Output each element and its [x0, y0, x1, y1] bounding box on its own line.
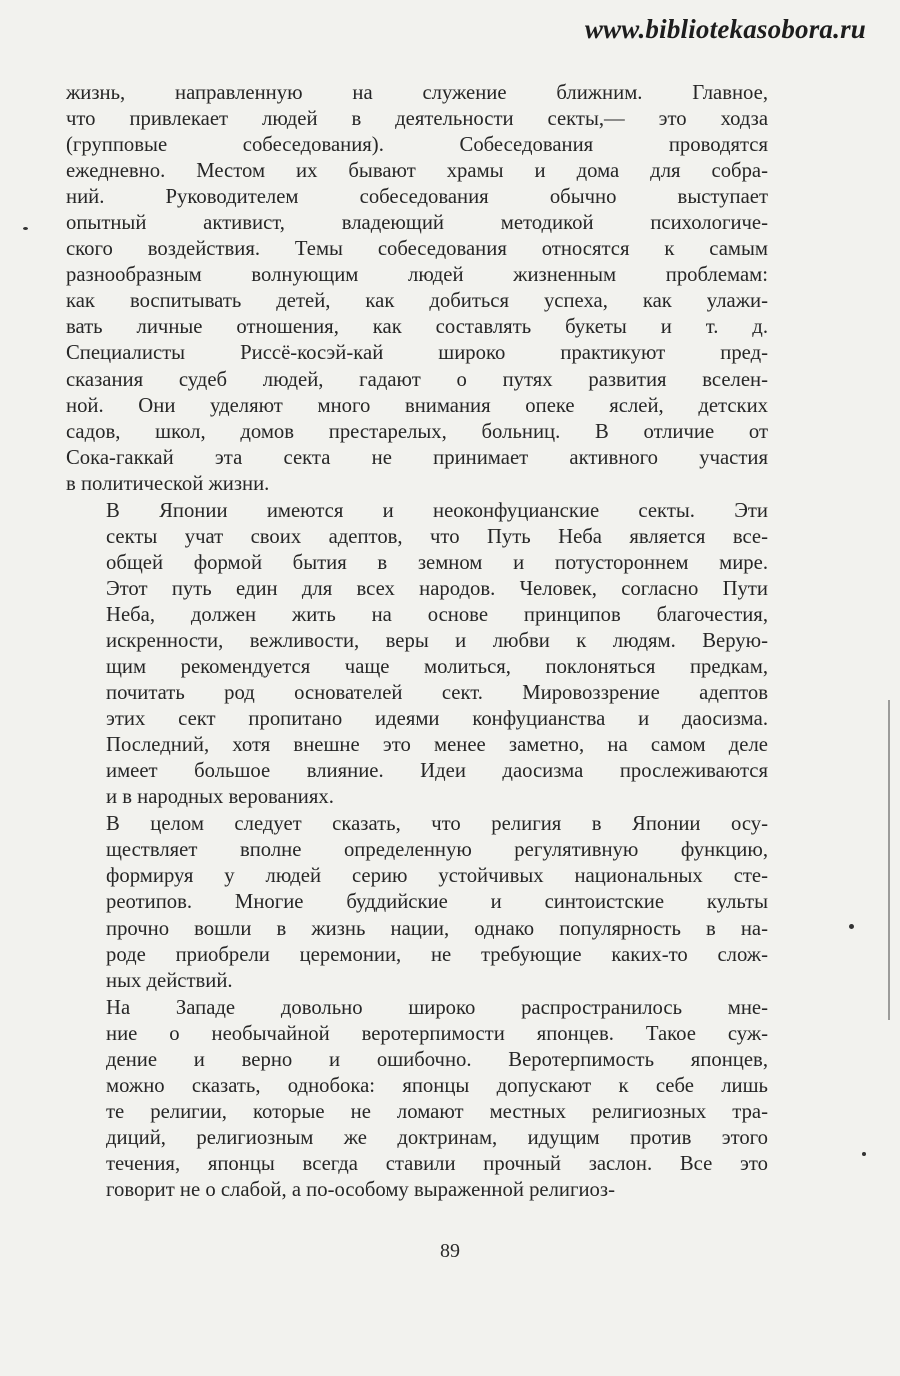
- text-line: В целом следует сказать, что религия в Японии осу-: [106, 813, 768, 836]
- paragraph: [66, 80, 768, 497]
- text-line: искренности, вежливости, веры и любви к людям. Верую-: [106, 629, 768, 652]
- page-number: 89: [440, 1240, 460, 1262]
- text-line: как воспитывать детей, как добиться успеха, как улажи-: [66, 290, 768, 313]
- text-line: жизнь, направленную на служение ближним. Главное,: [66, 82, 768, 104]
- text-line: На Западе довольно широко распространилось мне-: [106, 996, 768, 1019]
- page-body: [66, 80, 768, 1203]
- text-line: общей формой бытия в земном и потустороннем мире.: [106, 551, 768, 574]
- text-line: ний. Руководителем собеседования обычно выступает: [66, 186, 768, 209]
- text-line: имеет большое влияние. Идеи даосизма прослеживаются: [106, 760, 768, 783]
- text-line: садов, школ, домов престарелых, больниц. В отличие от: [66, 420, 768, 443]
- text-line: щим рекомендуется чаще молиться, поклоняться предкам,: [106, 656, 768, 679]
- text-line: диций, религиозным же доктринам, идущим против этого: [106, 1126, 768, 1149]
- text-line: реотипов. Многие буддийские и синтоистские культы: [106, 891, 768, 914]
- text-line: Этот путь един для всех народов. Человек, согласно Пути: [106, 577, 768, 600]
- text-line: ных действий.: [106, 969, 233, 992]
- text-line: секты учат своих адептов, что Путь Неба является все-: [106, 525, 768, 548]
- text-line: дение и верно и ошибочно. Веротерпимость японцев,: [106, 1048, 768, 1071]
- paragraph: [66, 498, 768, 811]
- text-line: Специалисты Риссё-косэй-кай широко практикуют пред-: [66, 342, 768, 365]
- text-line: ежедневно. Местом их бывают храмы и дома для собра-: [66, 160, 768, 183]
- text-line: Последний, хотя внешне это менее заметно, на самом деле: [106, 734, 768, 757]
- text-line: сказания судеб людей, гадают о путях развития вселен-: [66, 368, 768, 391]
- text-line: вать личные отношения, как составлять букеты и т. д.: [66, 316, 768, 339]
- text-line: что привлекает людей в деятельности секты,— это ходза: [66, 108, 768, 131]
- text-line: Неба, должен жить на основе принципов благочестия,: [106, 603, 768, 626]
- text-line: и в народных верованиях.: [106, 786, 334, 809]
- scan-speck: [23, 227, 28, 230]
- text-line: (групповые собеседования). Собеседования проводятся: [66, 134, 768, 157]
- text-line: роде приобрели церемонии, не требующие каких-то слож-: [106, 943, 768, 966]
- text-line: ной. Они уделяют много внимания опеке яслей, детских: [66, 394, 768, 417]
- text-line: прочно вошли в жизнь нации, однако популярность в на-: [106, 917, 768, 940]
- text-line: разнообразным волнующим людей жизненным проблемам:: [66, 264, 768, 287]
- paragraph: [66, 811, 768, 993]
- text-line: этих сект пропитано идеями конфуцианства и даосизма.: [106, 708, 768, 731]
- text-line: ние о необычайной веротерпимости японцев. Такое суж-: [106, 1022, 768, 1045]
- site-watermark: www.bibliotekasobora.ru: [584, 14, 866, 44]
- text-line: Сока-гаккай эта секта не принимает активного участия: [66, 446, 768, 469]
- scan-speck: [862, 1152, 866, 1156]
- scan-speck: [849, 924, 854, 929]
- text-line: опытный активист, владеющий методикой психологиче-: [66, 212, 768, 235]
- text-line: формируя у людей серию устойчивых национальных сте-: [106, 865, 768, 888]
- text-line: почитать род основателей сект. Мировоззрение адептов: [106, 682, 768, 705]
- text-line: те религии, которые не ломают местных религиозных тра-: [106, 1100, 768, 1123]
- scan-margin-line: [888, 700, 890, 1020]
- text-line: ского воздействия. Темы собеседования относятся к самым: [66, 238, 768, 261]
- text-line: течения, японцы всегда ставили прочный заслон. Все это: [106, 1152, 768, 1175]
- text-line: в политической жизни.: [66, 472, 270, 495]
- text-line: ществляет вполне определенную регулятивную функцию,: [106, 839, 768, 862]
- text-line: В Японии имеются и неоконфуцианские секты. Эти: [106, 499, 768, 522]
- paragraph: [66, 995, 768, 1203]
- text-line: можно сказать, однобока: японцы допускают к себе лишь: [106, 1074, 768, 1097]
- text-line: говорит не о слабой, а по-особому выраженной религиоз-: [106, 1178, 615, 1201]
